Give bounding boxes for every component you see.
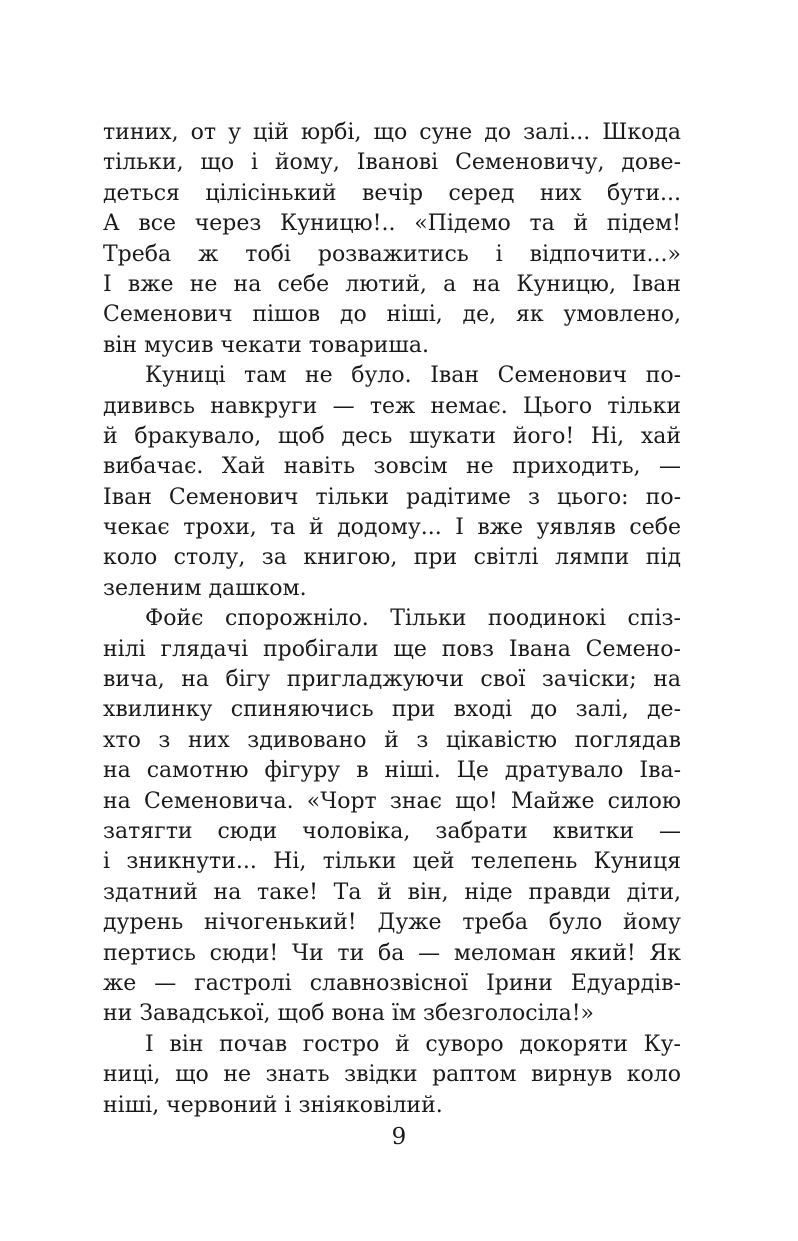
text-line: вибачає. Хай навіть зовсім не приходить, —: [103, 454, 681, 480]
text-line: Семенович пішов до ніші, де, як умовлено,: [103, 302, 681, 328]
text-line: Треба ж тобі розважитись і відпочити...»: [103, 241, 681, 267]
text-line: ни Завадської, щоб вона їм збезголосіла!»: [103, 1001, 594, 1027]
text-line: затягти сюди чоловіка, забрати квитки —: [103, 818, 681, 844]
text-line: тиних, от у цій юрбі, що суне до залі... Шкода: [103, 120, 681, 145]
text-line: Фойє спорожніло. Тільки поодинокі спіз-: [145, 606, 681, 632]
text-line: здатний на таке! Та й він, ніде правди діти,: [103, 879, 681, 905]
text-line: же — гастролі славнозвісної Ірини Едуардів-: [103, 970, 681, 996]
text-line: хто з них здивовано й з цікавістю поглядав: [103, 727, 681, 753]
text-line: дививсь навкруги — теж немає. Цього тільки: [103, 393, 681, 419]
text-line: чекає трохи, та й додому... І вже уявляв себе: [103, 515, 681, 541]
text-line: нілі глядачі пробігали ще повз Івана Семено-: [103, 636, 681, 662]
page-number: 9: [391, 1124, 407, 1150]
text-line: і зникнути... Ні, тільки цей телепень Куниця: [103, 849, 681, 875]
text-line: вича, на бігу пригладжуючи свої зачіски; на: [103, 667, 681, 693]
text-line: І вже не на себе лютий, а на Куницю, Іван: [103, 271, 681, 297]
text-line: й бракувало, щоб десь шукати його! Ні, хай: [103, 423, 681, 449]
text-line: пертись сюди! Чи ти ба — меломан який! Як: [103, 940, 681, 966]
text-line: коло столу, за книгою, при світлі лямпи під: [103, 545, 681, 571]
text-line: хвилинку спиняючись при вході до залі, де-: [103, 697, 681, 723]
text-line: дурень нічогенький! Дуже треба було йому: [103, 910, 681, 936]
text-line: ниці, що не знать звідки раптом вирнув коло: [103, 1062, 681, 1088]
text-line: тільки, що і йому, Іванові Семеновичу, дове-: [103, 150, 681, 176]
text-line: ніші, червоний і зніяковілий.: [103, 1092, 443, 1118]
text-line: деться цілісінький вечір серед них бути...: [103, 180, 681, 206]
text-line: І він почав гостро й суворо докоряти Ку-: [145, 1031, 681, 1057]
text-line: він мусив чекати товариша.: [103, 332, 429, 358]
text-line: на Семеновича. «Чорт знає що! Майже силою: [103, 788, 681, 814]
body-text: [103, 118, 681, 1121]
text-line: на самотню фігуру в ніші. Це дратувало Іва-: [103, 758, 681, 784]
text-line: Іван Семенович тільки радітиме з цього: по-: [103, 484, 681, 510]
text-line: А все через Куницю!.. «Підемо та й підем!: [103, 211, 681, 237]
text-line: зеленим дашком.: [103, 575, 307, 601]
text-line: Куниці там не було. Іван Семенович по-: [145, 363, 681, 389]
